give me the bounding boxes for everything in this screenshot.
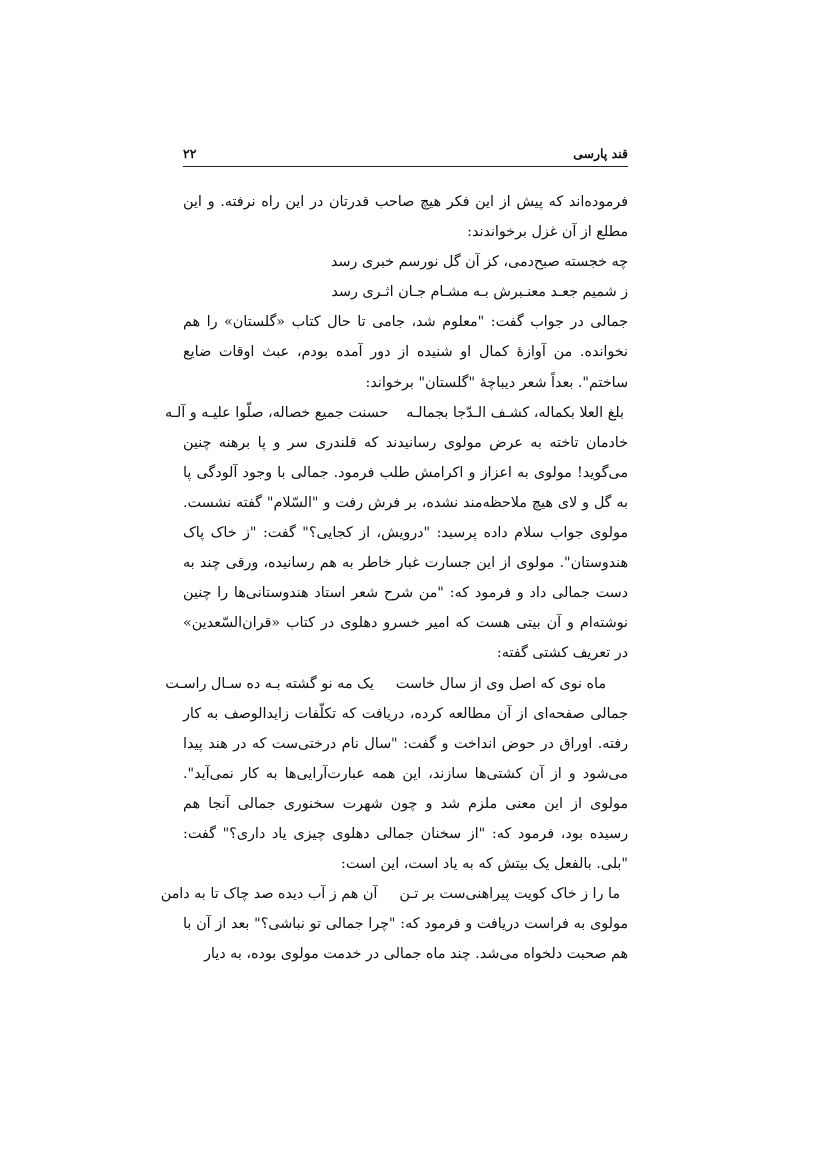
page-number: ۲۲ xyxy=(183,146,197,161)
verse-3 xyxy=(165,669,628,699)
verse-3-hemistich-2: یک مه نو گشته بـه ده سـال راسـت xyxy=(165,675,374,692)
paragraph-1: فرموده‌اند که پیش از این فکر هیچ صاحب قدرتان در این راه نرفته. و این مطلع از آن غزل برخواندند: xyxy=(183,194,628,241)
verse-1-line-1: چه خجسته صبح‌دمی، کز آن گل نورسم خبری رسد xyxy=(330,254,628,271)
verse-2 xyxy=(165,398,628,428)
paragraph-4: جمالی صفحه‌ای از آن مطالعه کرده، دریافت که تکلّفات زایدالوصف به کار رفته. اوراق در حوض انداخت و گفت: "سال نام درختی‌ست که در هند پیدا می‌شود و از آن کشتی‌ها سازند، این همه عبارت‌آرایی‌ها به کار نمی‌آید". مولوی از این معنی ملزم شد و چون شهرت سخنوری جمالی آنجا هم رسیده بود، فرمود که: "از سخنان جمالی دهلوی چیزی یاد داری؟" گفت: "بلی. بالفعل یک بیتش که به یاد است، این است: xyxy=(183,705,628,873)
running-title: قند پارسی xyxy=(573,146,628,161)
paragraph-2: جمالی در جواب گفت: "معلوم شد، جامی تا حال کتاب «گلستان» را هم نخوانده. من آوازهٔ کمال او شنیده از دور آمده بودم، عبث اوقات ضایع ساختم". بعداً شعر دیباچهٔ "گلستان" برخواند: xyxy=(183,314,628,391)
verse-4-hemistich-2: آن هم ز آب دیده صد چاک تا به دامن xyxy=(160,886,378,903)
paragraph-5: مولوی به فراست دریافت و فرمود که: "چرا جمالی تو نباشی؟" بعد از آن با هم صحبت دلخواه می‌شد. چند ماه جمالی در خدمت مولوی بوده، به دیار xyxy=(183,916,628,963)
verse-3-hemistich-1: ماه نوی که اصل وی از سال خاست xyxy=(395,675,606,692)
verse-2-hemistich-1: بلغ العلا بکماله، کشـف الـدّجا بجمالـه xyxy=(406,404,624,421)
verse-1-line-2: ز شمیم جعـد معنـبرش بـه مشـام جـان اثـری رسد xyxy=(331,284,628,301)
verse-4 xyxy=(160,879,628,909)
paragraph-3: خادمان تاخته به عرض مولوی رسانیدند که قلندری سر و پا برهنه چنین می‌گوید! مولوی به اعزاز و اکرامش طلب فرمود. جمالی با وجود آلودگی پا به گل و لای هیچ ملاحظه‌مند نشده، بر فرش رفت و "السّلام" گفته نشست. مولوی جواب سلام داده پرسید: "درویش، از کجایی؟" گفت: "ز خاک پاک هندوستان". مولوی از این جسارت غبار خاطر به هم رسانیده، ورقی چند به دست جمالی داد و فرمود که: "من شرح شعر استاد هندوستانی‌ها را چنین نوشته‌ام و آن بیتی هست که امیر خسرو دهلوی در کتاب «قران‌السّعدین» در تعریف کشتی گفته: xyxy=(183,434,628,662)
verse-4-hemistich-1: ما را ز خاک کویت پیراهنی‌ست بر تـن xyxy=(399,886,620,903)
running-header xyxy=(183,140,628,167)
body-text xyxy=(160,187,628,969)
verse-2-hemistich-2: حسنت جمیع خصاله، صلّوا علیـه و آلـه xyxy=(165,404,389,421)
